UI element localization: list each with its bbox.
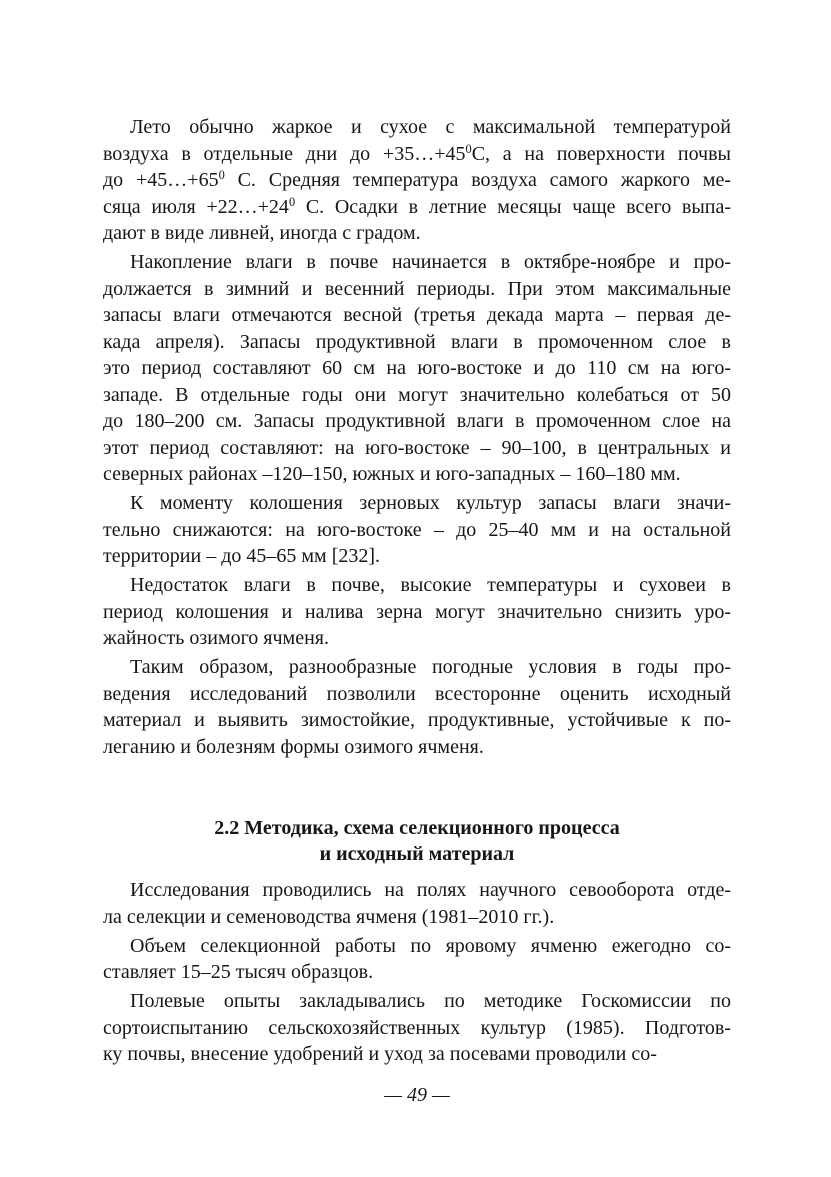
superscript: 0 (288, 194, 296, 209)
text-segment: Лето обычно жаркое и сухое с максимальной температурой (130, 116, 731, 138)
text-segment: К моменту колошения зерновых культур запасы влаги значи- (130, 492, 731, 514)
body-text-upper (103, 114, 731, 763)
paragraph (103, 933, 731, 986)
text-segment: это период составляют 60 см на юго-востоке и до 110 см на юго- (103, 357, 731, 379)
text-segment: ку почвы, внесение удобрений и уход за посевами проводили со- (103, 1043, 657, 1065)
text-line (103, 517, 731, 544)
text-segment: ставляет 15–25 тысяч образцов. (103, 961, 374, 983)
text-segment: должается в зимний и весенний периоды. При этом максимальные (103, 277, 731, 300)
text-line (103, 877, 731, 904)
text-segment: сортоиспытанию сельскохозяйственных культур (1985). Подготов- (103, 1016, 731, 1039)
text-line (103, 933, 731, 960)
text-line (103, 599, 731, 626)
body-text-lower (103, 877, 731, 1070)
text-line (103, 141, 731, 168)
text-line (103, 249, 731, 276)
text-segment: дают в виде ливней, иногда с градом. (103, 222, 421, 244)
text-line (103, 625, 731, 652)
paragraph (103, 249, 731, 488)
text-segment: тельно снижаются: на юго-востоке – до 25–40 мм и на остальной (103, 518, 731, 541)
paragraph (103, 654, 731, 760)
text-segment: Объем селекционной работы по яровому ячменю ежегодно со- (130, 934, 731, 957)
text-line (103, 734, 731, 761)
text-line (103, 959, 731, 986)
paragraph (103, 490, 731, 570)
text-segment: Таким образом, разнообразные погодные условия в годы про- (130, 656, 731, 678)
section-heading (103, 815, 731, 867)
text-line (103, 461, 731, 488)
text-line (103, 707, 731, 734)
text-segment: С. Средняя температура воздуха самого жаркого ме- (224, 169, 731, 191)
text-line (103, 408, 731, 435)
text-segment: период колошения и налива зерна могут значительно снизить уро- (103, 600, 731, 623)
text-segment: ла селекции и семеноводства ячменя (1981–2010 гг.). (103, 905, 555, 928)
text-line (103, 355, 731, 382)
text-segment: воздуха в отдельные дни до +35…+45 (103, 142, 466, 165)
text-segment: Недостаток влаги в почве, высокие температуры и суховеи в (130, 574, 731, 596)
text-segment: Накопление влаги в почве начинается в октябре-ноябре и про- (130, 251, 731, 273)
text-line (103, 681, 731, 708)
text-line (103, 654, 731, 681)
text-segment: этот период составляют: на юго-востоке – 90–100, в центральных и (103, 436, 731, 459)
text-segment: до 180–200 см. Запасы продуктивной влаги в промоченном слое на (103, 410, 731, 432)
paragraph (103, 572, 731, 652)
text-line (103, 1041, 731, 1068)
text-line (103, 220, 731, 247)
text-segment: леганию и болезням формы озимого ячменя. (103, 735, 484, 758)
paragraph (103, 114, 731, 247)
text-segment: С. Осадки в летние месяцы чаще всего выпа- (295, 195, 732, 218)
text-line (103, 904, 731, 931)
paragraph (103, 988, 731, 1068)
section-heading-line: и исходный материал (319, 843, 515, 865)
text-segment: материал и выявить зимостойкие, продуктивные, устойчивые к по- (103, 709, 731, 731)
text-line (103, 988, 731, 1015)
text-segment: Исследования проводились на полях научного севооборота отде- (130, 879, 731, 901)
text-segment: запасы влаги отмечаются весной (третья декада марта – первая де- (103, 304, 731, 326)
text-line (103, 302, 731, 329)
paragraph (103, 877, 731, 930)
text-segment: С, а на поверхности почвы (471, 142, 731, 165)
section-heading-line: 2.2 Методика, схема селекционного процесса (214, 817, 620, 839)
text-line (103, 435, 731, 462)
text-line (103, 543, 731, 570)
text-line (103, 1015, 731, 1042)
text-segment: ведения исследований позволили всесторонне оценить исходный (103, 682, 731, 705)
text-segment: западе. В отдельные годы они могут значительно колебаться от 50 (103, 383, 731, 406)
text-segment: до +45…+65 (103, 169, 219, 191)
text-line (103, 167, 731, 194)
text-line (103, 382, 731, 409)
text-line (103, 194, 731, 221)
text-segment: Полевые опыты закладывались по методике Госкомиссии по (130, 990, 731, 1012)
text-segment: северных районах –120–150, южных и юго-западных – 160–180 мм. (103, 463, 681, 485)
text-line (103, 490, 731, 517)
text-line (103, 572, 731, 599)
page-number: — 49 — (384, 1084, 450, 1106)
superscript: 0 (465, 141, 472, 156)
text-segment: сяца июля +22…+24 (103, 195, 289, 218)
text-line (103, 329, 731, 356)
text-segment: када апреля). Запасы продуктивной влаги в промоченном слое в (103, 330, 731, 353)
superscript: 0 (218, 168, 225, 183)
text-line (103, 114, 731, 141)
text-segment: жайность озимого ячменя. (103, 627, 329, 649)
text-segment: территории – до 45–65 мм [232]. (103, 545, 381, 567)
text-line (103, 276, 731, 303)
